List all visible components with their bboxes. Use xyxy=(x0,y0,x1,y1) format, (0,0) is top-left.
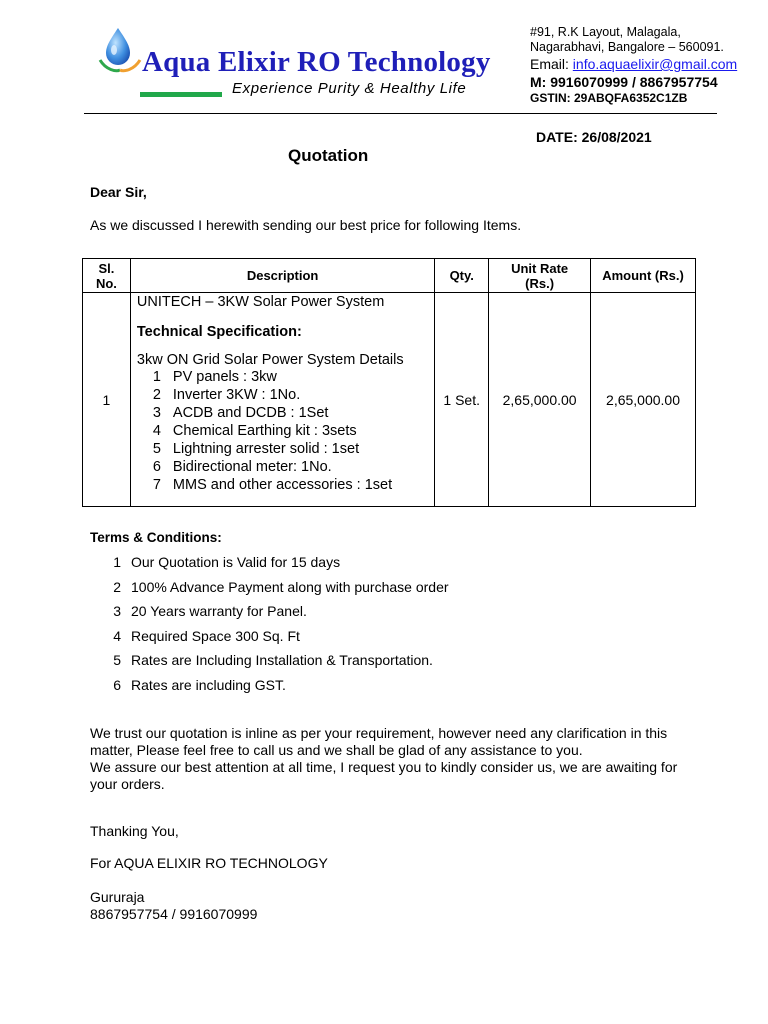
company-tagline: Experience Purity & Healthy Life xyxy=(232,80,467,97)
header-sl-no: Sl. No. xyxy=(83,259,131,293)
item-title: UNITECH – 3KW Solar Power System xyxy=(136,294,385,310)
cell-sl-no: 1 xyxy=(83,293,131,507)
header-divider xyxy=(84,113,717,114)
details-heading: 3kw ON Grid Solar Power System Details xyxy=(136,352,404,368)
list-item: 3 ACDB and DCDB : 1Set xyxy=(152,405,329,421)
company-gstin: GSTIN: 29ABQFA6352C1ZB xyxy=(530,91,688,105)
list-item: 1 Our Quotation is Valid for 15 days xyxy=(113,554,341,570)
table-header-row xyxy=(83,259,696,293)
company-address xyxy=(530,25,724,55)
closing-paragraph-2: We assure our best attention at all time, I request you to kindly consider us, we are awaiting for your orders. xyxy=(90,759,678,792)
company-phone: M: 9916070999 / 8867957754 xyxy=(530,74,718,90)
list-item: 4 Chemical Earthing kit : 3sets xyxy=(152,423,357,439)
list-item: 7 MMS and other accessories : 1set xyxy=(152,477,393,493)
header-amount: Amount (Rs.) xyxy=(591,259,696,293)
company-email xyxy=(530,56,737,72)
cell-qty: 1 Set. xyxy=(435,293,489,507)
address-line-1: #91, R.K Layout, Malagala, xyxy=(530,25,681,39)
list-item: 5 Rates are Including Installation & Transportation. xyxy=(113,652,433,669)
cell-unit-rate: 2,65,000.00 xyxy=(489,293,591,507)
cell-amount: 2,65,000.00 xyxy=(591,293,696,507)
address-line-2: Nagarabhavi, Bangalore – 560091. xyxy=(530,40,724,54)
thanks-line: Thanking You, xyxy=(90,823,179,839)
company-name: Aqua Elixir RO Technology xyxy=(142,46,491,78)
spec-list xyxy=(137,368,428,494)
spec-heading: Technical Specification: xyxy=(136,324,302,340)
header-description: Description xyxy=(130,259,434,293)
cell-description xyxy=(130,293,434,507)
quotation-date: DATE: 26/08/2021 xyxy=(536,129,652,145)
terms-heading: Terms & Conditions: xyxy=(90,530,222,545)
signatory-name: Gururaja xyxy=(90,889,145,905)
salutation: Dear Sir, xyxy=(90,184,147,200)
list-item: 2 100% Advance Payment along with purchase order xyxy=(113,578,449,595)
closing-paragraph xyxy=(90,725,700,793)
intro-text: As we discussed I herewith sending our best price for following Items. xyxy=(90,217,522,233)
closing-paragraph-1: We trust our quotation is inline as per your requirement, however need any clarification in this matter, Please feel free to call us and we shall be glad of any assistance to you. xyxy=(90,725,668,758)
list-item: 3 20 Years warranty for Panel. xyxy=(113,603,307,620)
list-item: 4 Required Space 300 Sq. Ft xyxy=(113,627,300,644)
email-label: Email: xyxy=(530,56,573,72)
items-table xyxy=(82,258,696,507)
signatory-phone: 8867957754 / 9916070999 xyxy=(90,906,258,922)
signature-block xyxy=(90,889,257,923)
list-item: 6 Rates are including GST. xyxy=(113,676,286,693)
document-title: Quotation xyxy=(288,146,369,165)
header-qty: Qty. xyxy=(435,259,489,293)
list-item: 2 Inverter 3KW : 1No. xyxy=(152,387,301,403)
company-logo xyxy=(96,26,144,76)
header-unit-rate: Unit Rate (Rs.) xyxy=(489,259,591,293)
brand-underline xyxy=(140,92,222,97)
list-item: 6 Bidirectional meter: 1No. xyxy=(152,459,332,475)
list-item: 1 PV panels : 3kw xyxy=(152,369,277,385)
terms-list xyxy=(90,554,449,702)
table-row xyxy=(83,293,696,507)
water-drop-hands-icon xyxy=(96,26,144,76)
for-company-line: For AQUA ELIXIR RO TECHNOLOGY xyxy=(90,855,328,871)
list-item: 5 Lightning arrester solid : 1set xyxy=(152,441,360,457)
email-link[interactable]: info.aquaelixir@gmail.com xyxy=(572,56,738,72)
